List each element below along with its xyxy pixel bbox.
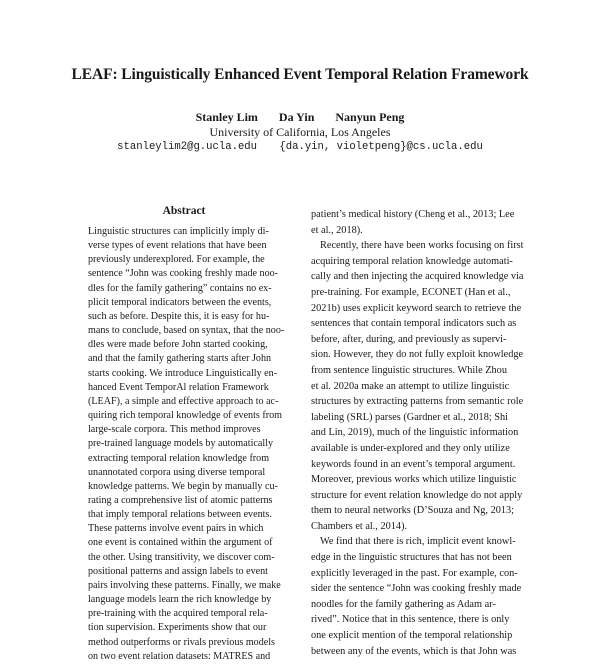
- text-line: between any of the events, which is that John was: [311, 645, 517, 657]
- text-line: sentences that contain temporal indicators such as: [311, 318, 517, 330]
- text-line: labeling (SRL) parses (Gardner et al., 2018; Shi: [311, 411, 509, 423]
- text-line: Chambers et al., 2014).: [311, 520, 408, 532]
- text-line: et al., 2018).: [311, 224, 363, 236]
- text-line: mans to conclude, based on syntax, that the noo-: [88, 325, 285, 337]
- text-line: We find that there is rich, implicit event knowl-: [320, 536, 516, 548]
- text-line: sentence “John was cooking freshly made noo-: [88, 268, 279, 280]
- text-line: quiring rich temporal knowledge of events from: [88, 410, 282, 422]
- text-line: These patterns involve event pairs in which: [88, 523, 264, 535]
- introduction-text: [311, 207, 529, 659]
- author-email: {da.yin, violetpeng}@cs.ucla.edu: [279, 141, 483, 153]
- text-line: Recently, there have been works focusing on first: [320, 240, 524, 252]
- text-line: cally and then injecting the acquired knowledge via: [311, 271, 524, 283]
- text-line: knowledge patterns. We begin by manually cu-: [88, 480, 278, 492]
- text-line: noodles for the family gathering as Adam ar-: [311, 598, 496, 610]
- text-line: the other. Using transitivity, we discover com-: [88, 551, 275, 563]
- text-line: one event is contained within the argument of: [88, 537, 273, 549]
- text-line: tion supervision. Experiments show that our: [88, 622, 267, 634]
- abstract-body: [88, 225, 285, 664]
- text-line: patient’s medical history (Cheng et al., 2013; Lee: [311, 209, 515, 220]
- abstract-heading: Abstract: [162, 205, 206, 217]
- author-name: Da Yin: [278, 110, 315, 124]
- text-line: them to neural networks (D’Souza and Ng, 2013;: [311, 505, 515, 517]
- text-line: sion. However, they do not fully exploit knowledge: [311, 349, 524, 361]
- text-line: structures by extracting patterns from semantic role: [311, 396, 524, 408]
- text-line: Moreover, previous works which utilize linguistic: [311, 474, 517, 486]
- text-line: dles were made before John started cooking,: [88, 339, 268, 351]
- text-line: unannotated corpora using diverse temporal: [88, 466, 266, 478]
- text-line: keywords found in an event’s temporal argument.: [311, 458, 516, 470]
- text-line: acquiring temporal relation knowledge automati-: [311, 255, 513, 267]
- text-line: before, after, during, and previously as supervi-: [311, 333, 507, 345]
- text-line: dles for the family gathering” contains no ex-: [88, 282, 272, 294]
- text-line: previously underexplored. For example, the: [88, 254, 265, 266]
- text-line: pairs involving these patterns. Finally, we make: [88, 579, 281, 591]
- text-line: Linguistic structures can implicitly imply di-: [88, 226, 269, 237]
- author-name: Nanyun Peng: [335, 110, 405, 124]
- text-line: edge in the linguistic structures that has not been: [311, 552, 512, 564]
- text-line: plicit temporal indicators between the events,: [88, 296, 272, 308]
- author-name: Stanley Lim: [195, 110, 258, 124]
- text-line: language models learn the rich knowledge by: [88, 594, 272, 606]
- text-line: 2021b) uses explicit keyword search to retrieve the: [311, 302, 522, 314]
- text-line: explicitly leveraged in the past. For example, con-: [311, 567, 518, 579]
- text-line: available is under-explored and they only utilize: [311, 442, 510, 454]
- text-line: structure for event relation knowledge do not apply: [311, 489, 523, 501]
- text-line: positional patterns and assign labels to event: [88, 565, 268, 577]
- text-line: sider the sentence “John was cooking freshly made: [311, 583, 522, 595]
- email-list: [0, 141, 600, 153]
- text-line: rived”. Notice that in this sentence, there is only: [311, 614, 510, 626]
- text-line: extracting temporal relation knowledge from: [88, 452, 270, 464]
- affiliation: University of California, Los Angeles: [209, 125, 391, 139]
- text-line: pre-trained language models by automatically: [88, 438, 273, 450]
- author-email: stanleylim2@g.ucla.edu: [117, 141, 258, 153]
- text-line: that imply temporal relations between events.: [88, 509, 272, 521]
- paper-title: LEAF: Linguistically Enhanced Event Temporal Relation Framework: [71, 66, 529, 83]
- text-line: such as before. Despite this, it is easy for hu-: [88, 310, 270, 322]
- text-line: large-scale corpora. This method improves: [88, 424, 261, 436]
- text-line: et al. 2020a make an attempt to utilize linguistic: [311, 380, 510, 392]
- text-line: pre-training. For example, ECONET (Han et al.,: [311, 286, 511, 298]
- text-line: (LEAF), a simple and effective approach to ac-: [88, 395, 279, 407]
- text-line: rating a comprehensive list of atomic patterns: [88, 494, 273, 506]
- text-line: one explicit mention of the temporal relationship: [311, 630, 513, 642]
- text-line: pre-training with the acquired temporal rela-: [88, 608, 268, 620]
- text-line: from sentence linguistic structures. While Zhou: [311, 364, 507, 376]
- author-list: [0, 110, 600, 125]
- text-line: verse types of event relations that have been: [88, 240, 267, 252]
- text-line: hanced Event TemporAl relation Framework: [88, 381, 269, 393]
- text-line: method outperforms or rivals previous models: [88, 636, 275, 648]
- text-line: starts cooking. We introduce Linguistically en-: [88, 367, 278, 379]
- text-line: on two event relation datasets: MATRES and: [88, 650, 271, 662]
- text-line: and that the family gathering starts after John: [88, 353, 272, 365]
- text-line: and Lin, 2019), much of the linguistic information: [311, 427, 519, 439]
